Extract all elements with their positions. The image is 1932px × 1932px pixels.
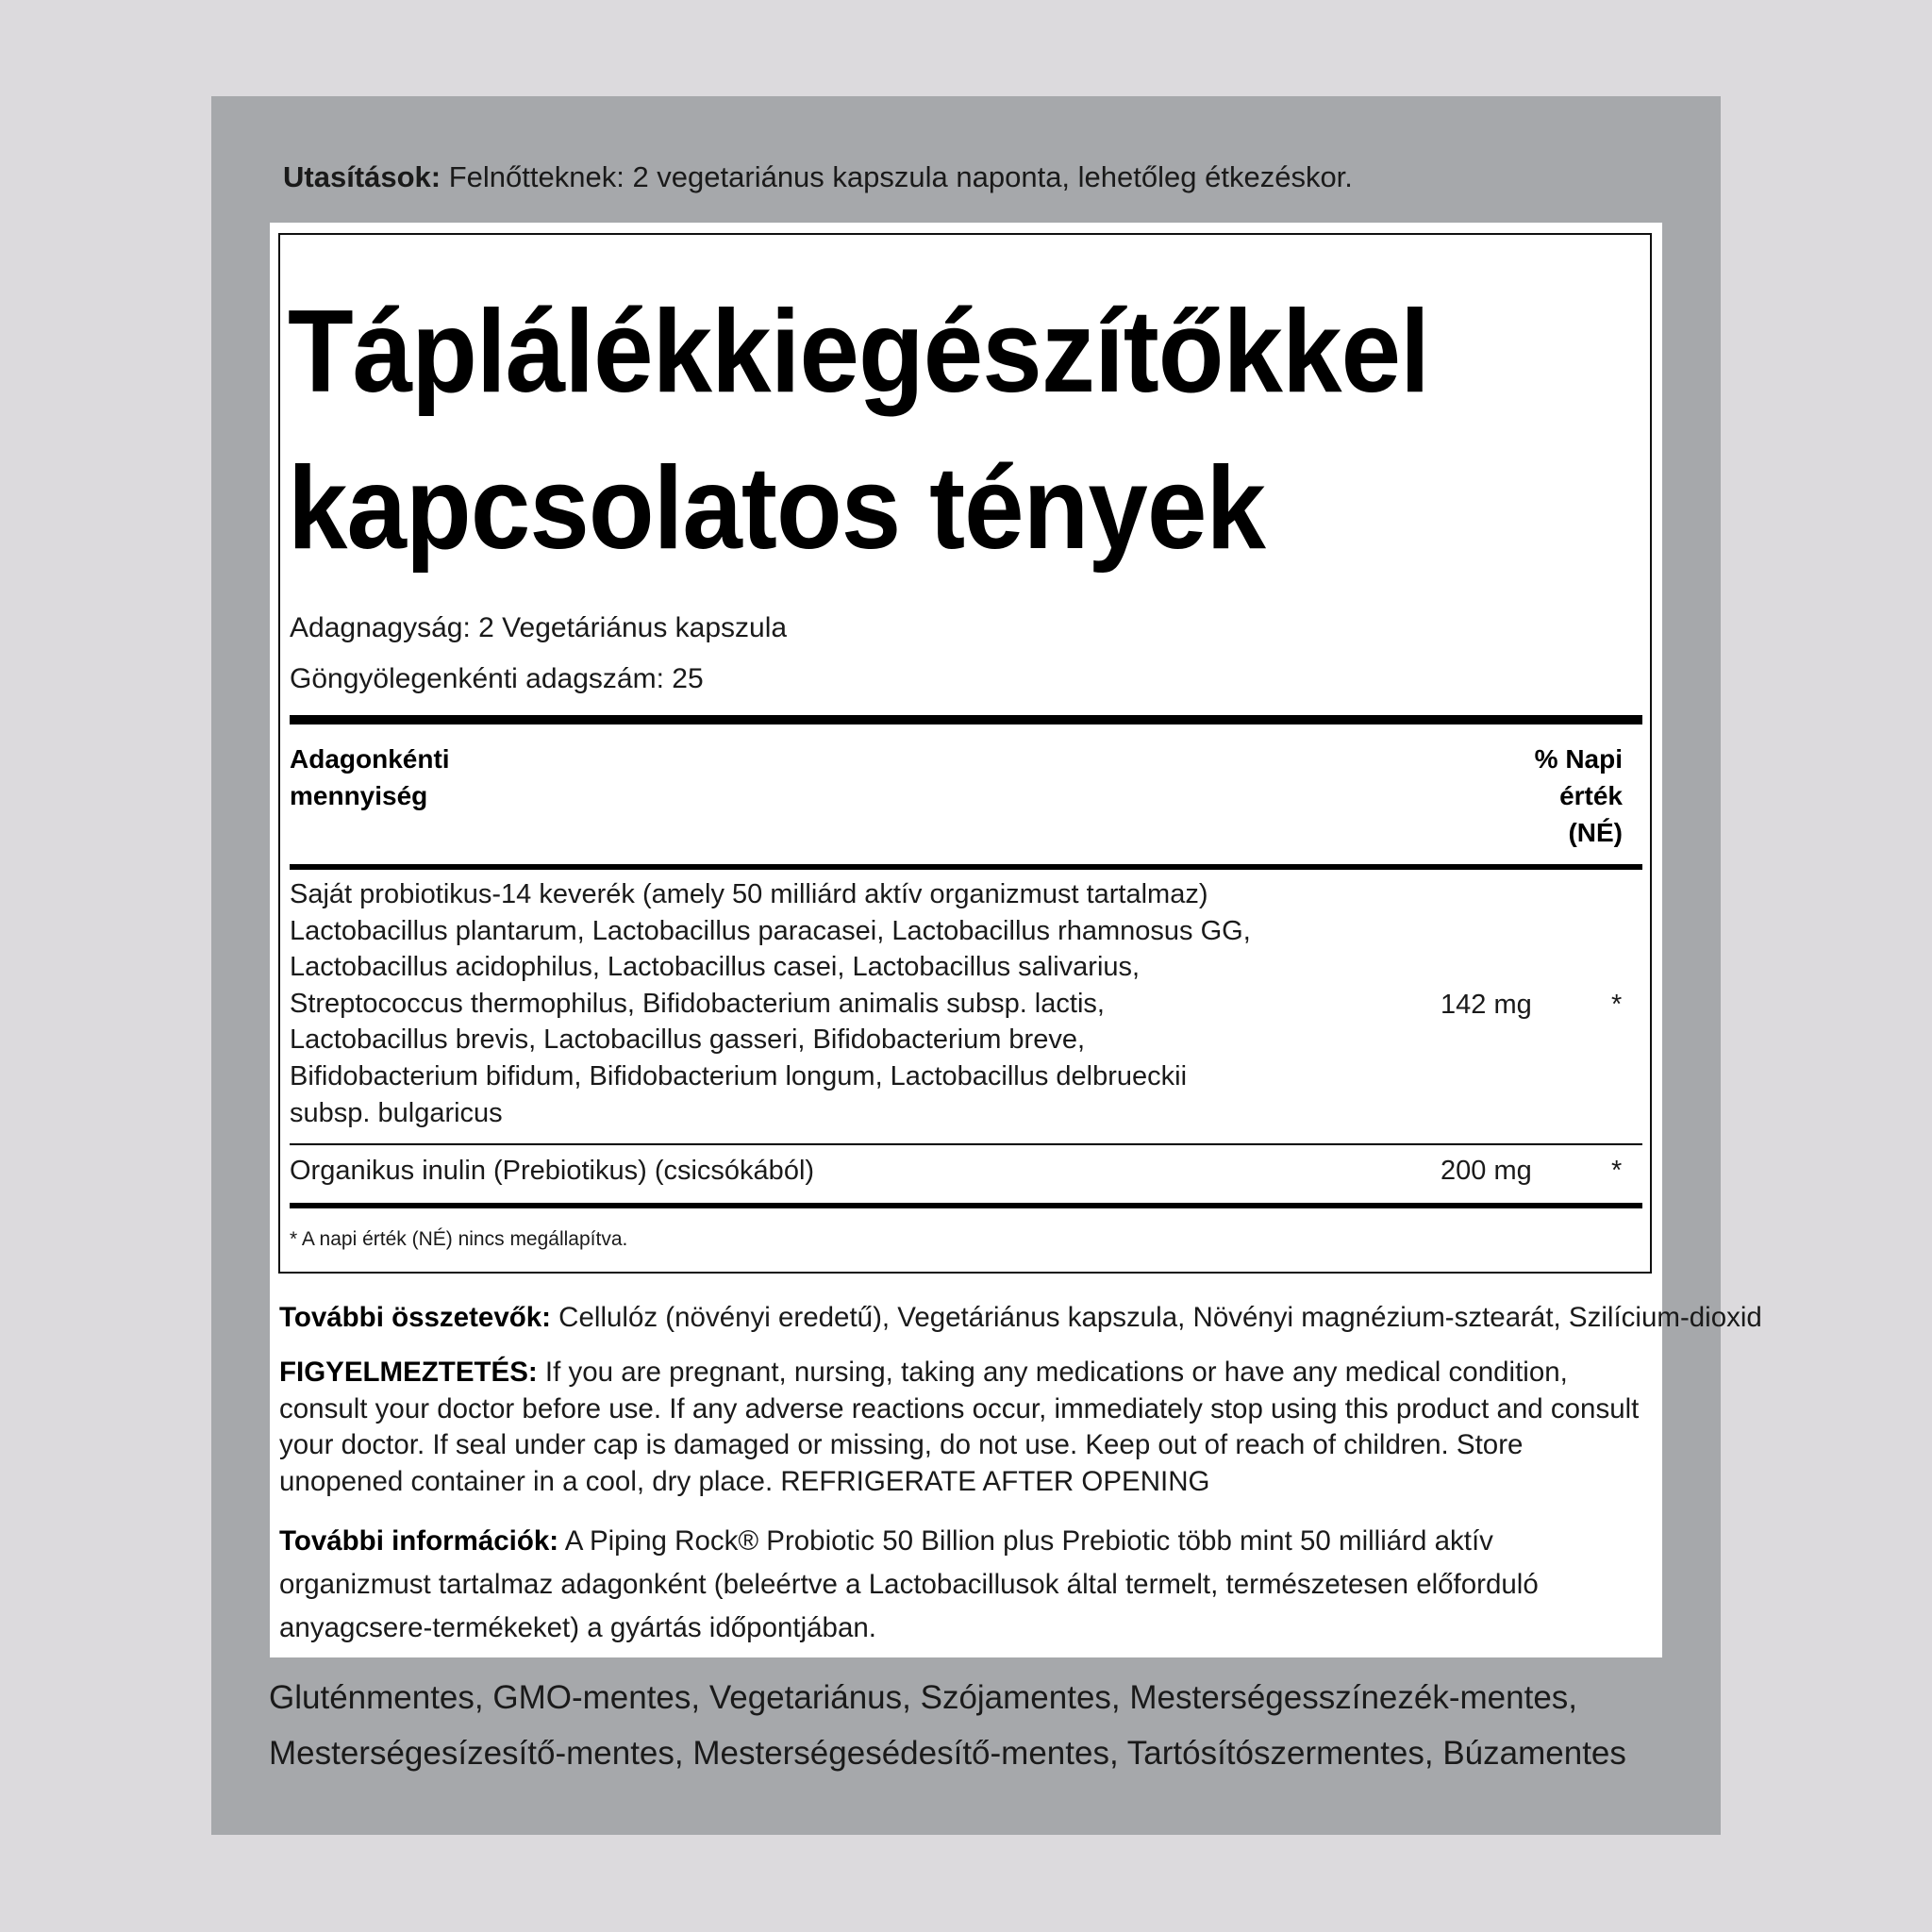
warning-body: If you are pregnant, nursing, taking any medications or have any medical condition, consult your doctor before use. If any adverse reactions occur, immediately stop using this product and consult your doctor. If seal under cap is damaged or missing, do not use. Keep out of reach of children. Store unopened container in a cool, dry place. REFRIGERATE AFTER OPENING (279, 1357, 1640, 1497)
more-info-text (279, 1520, 1647, 1650)
other-ingredients-text: Cellulóz (növényi eredetű), Vegetáriánus kapszula, Növényi magnézium-sztearát, Szilícium-dioxid (550, 1302, 1762, 1333)
dv-inulin: * (1611, 1156, 1623, 1186)
thick-divider-header (290, 864, 1642, 870)
serving-size: Adagnagyság: 2 Vegetáriánus kapszula (290, 612, 788, 643)
ingredient-inulin: Organikus inulin (Prebiotikus) (csicsókából) (290, 1156, 815, 1186)
daily-value-header: % Napi érték (NÉ) (1534, 744, 1623, 847)
dv-probiotic-blend: * (1611, 990, 1623, 1020)
other-ingredients (279, 1299, 1762, 1337)
directions-label: Utasítások: (283, 160, 441, 193)
other-ingredients-label: További összetevők: (279, 1302, 551, 1333)
warning-text (279, 1355, 1647, 1500)
thick-divider-bottom (290, 1203, 1642, 1208)
daily-value-footnote: * A napi érték (NÉ) nincs megállapítva. (290, 1228, 628, 1250)
ingredient-probiotic-blend: Saját probiotikus-14 keverék (amely 50 milliárd aktív organizmust tartalmaz) Lactobacillus plantarum, Lactobacillus paracasei, Lactobacillus rhamnosus GG, Lactobacillus acidophilus, Lactobacillus casei, Lactobacillus salivarius, Streptococcus thermophilus, Bifidobacterium animalis subsp. lactis, Lactobacillus brevis, Lactobacillus gasseri, Bifidobacterium breve, Bifidobacterium bifidum, Bifidobacterium longum, Lactobacillus delbrueckii subsp. bulgaricus (290, 879, 1251, 1128)
amount-probiotic-blend: 142 mg (1441, 990, 1532, 1020)
servings-per-container: Göngyölegenkénti adagszám: 25 (290, 663, 704, 694)
title-line-1: Táplálékkiegészítőkkel (288, 287, 1429, 417)
amount-per-serving-header: Adagonkénti mennyiség (290, 744, 450, 810)
amount-inulin: 200 mg (1441, 1156, 1532, 1186)
directions-body: Felnőtteknek: 2 vegetariánus kapszula naponta, lehetőleg étkezéskor. (441, 160, 1353, 193)
warning-label: FIGYELMEZTETÉS: (279, 1357, 538, 1388)
row-divider (290, 1143, 1642, 1145)
directions-text (283, 158, 1353, 196)
more-info-label: További információk: (279, 1525, 559, 1557)
more-info-body: A Piping Rock® Probiotic 50 Billion plus Prebiotic több mint 50 milliárd aktív organizmust tartalmaz adagonként (beleértve a Lactobacillusok által termelt, természetesen előforduló anyagcsere-termékeket) a gyártás időpontjában. (279, 1525, 1539, 1643)
supplement-facts-title (288, 274, 1546, 587)
thick-divider-top (290, 715, 1642, 724)
title-line-2: kapcsolatos tények (288, 443, 1266, 574)
free-from-claims: Gluténmentes, GMO-mentes, Vegetariánus, Szójamentes, Mesterségesszínezék-mentes, Mesterségesízesítő-mentes, Mesterségesédesítő-mentes, Tartósítószermentes, Búzamentes (269, 1679, 1626, 1772)
